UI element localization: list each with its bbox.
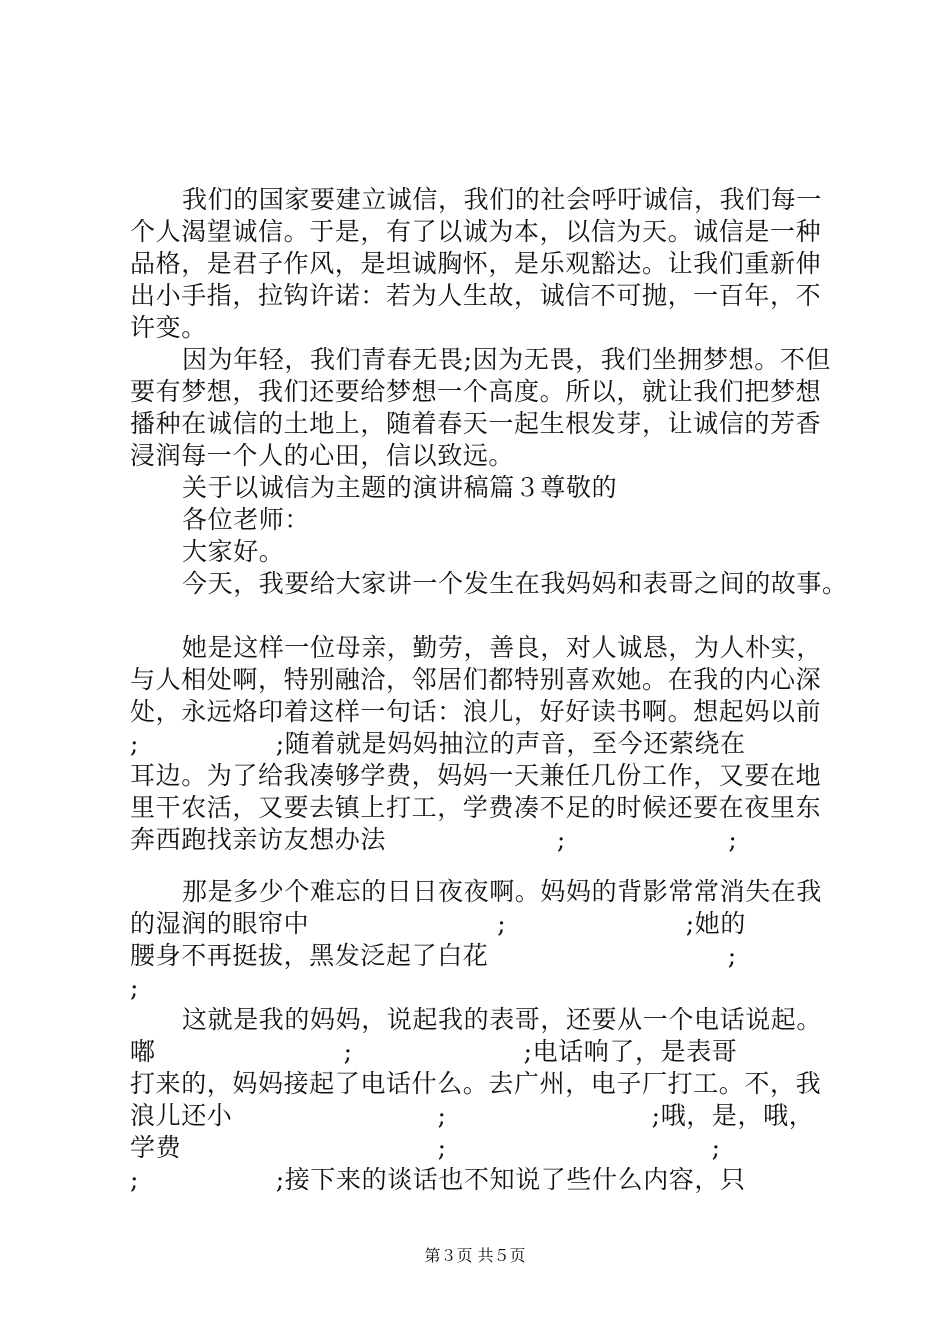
text-line: 今天，我要给大家讲一个发生在我妈妈和表哥之间的故事。 xyxy=(182,569,848,598)
text-line: 与人相处啊，特别融洽，邻居们都特别喜欢她。在我的内心深 xyxy=(130,665,822,694)
text-line: 腰身不再挺拔，黑发泛起了白花 ; xyxy=(130,941,737,970)
text-line: 处，永远烙印着这样一句话：浪儿，好好读书啊。想起妈以前 xyxy=(130,697,822,726)
text-line: 这就是我的妈妈，说起我的表哥，还要从一个电话说起。 xyxy=(182,1005,823,1034)
text-line: 许变。 xyxy=(130,313,207,342)
text-line: 学费 ; ; xyxy=(130,1133,721,1162)
text-line: 打来的，妈妈接起了电话什么。去广州，电子厂打工。不，我 xyxy=(130,1069,822,1098)
text-line: 浸润每一个人的心田，信以致远。 xyxy=(130,441,515,470)
text-line: ; ;接下来的谈话也不知说了些什么内容，只 xyxy=(130,1165,746,1194)
text-line: 的湿润的眼帘中 ; ;她的 xyxy=(130,909,746,938)
page-footer: 第３页 共５页 xyxy=(424,1246,526,1265)
text-line: 因为年轻，我们青春无畏;因为无畏，我们坐拥梦想。不但 xyxy=(182,345,832,374)
text-line: ; ;随着就是妈妈抽泣的声音，至今还萦绕在 xyxy=(130,729,746,758)
text-line: 那是多少个难忘的日日夜夜啊。妈妈的背影常常消失在我 xyxy=(182,877,823,906)
text-line: 嘟 ; ;电话响了，是表哥 xyxy=(130,1037,738,1066)
text-line: 浪儿还小 ; ;哦，是，哦， xyxy=(130,1101,815,1130)
text-line: 我们的国家要建立诚信，我们的社会呼吁诚信，我们每一 xyxy=(182,185,823,214)
text-line: 播种在诚信的土地上，随着春天一起生根发芽，让诚信的芳香 xyxy=(130,409,822,438)
text-line: 要有梦想，我们还要给梦想一个高度。所以，就让我们把梦想 xyxy=(130,377,822,406)
text-line: 品格，是君子作风，是坦诚胸怀，是乐观豁达。让我们重新伸 xyxy=(130,249,822,278)
text-line: 里干农活，又要去镇上打工，学费凑不足的时候还要在夜里东 xyxy=(130,793,822,822)
text-line: 她是这样一位母亲，勤劳，善良，对人诚恳，为人朴实， xyxy=(182,633,823,662)
text-line: ; xyxy=(130,973,140,1002)
text-line: 出小手指，拉钩许诺：若为人生故，诚信不可抛，一百年，不 xyxy=(130,281,822,310)
text-line: 耳边。为了给我凑够学费，妈妈一天兼任几份工作，又要在地 xyxy=(130,761,822,790)
section-heading: 关于以诚信为主题的演讲稿篇３尊敬的 xyxy=(182,473,618,502)
text-line: 个人渴望诚信。于是，有了以诚为本，以信为天。诚信是一种 xyxy=(130,217,822,246)
greeting: 大家好。 xyxy=(182,537,285,566)
salutation: 各位老师： xyxy=(182,505,311,534)
text-line: 奔西跑找亲访友想办法 ; ; xyxy=(130,825,738,854)
